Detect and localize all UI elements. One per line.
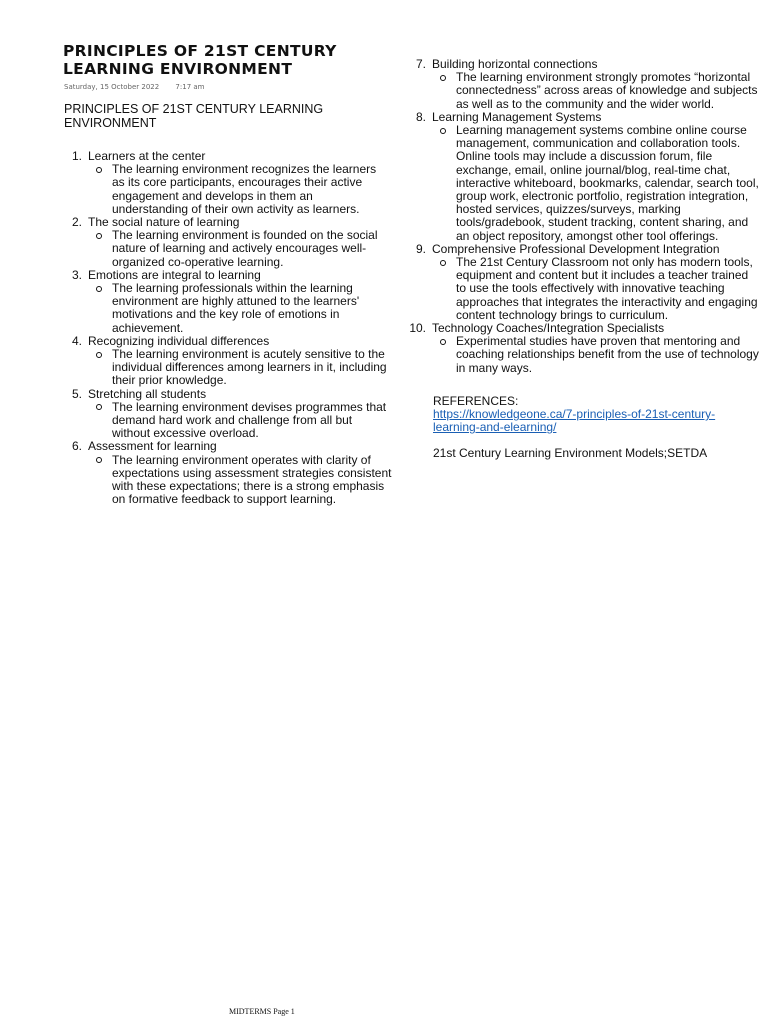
principle-detail-text: The learning environment devises programmes that demand hard work and challenge from all but without excessive overload. [112,399,387,441]
references-label: REFERENCES: [433,393,519,408]
reference-link[interactable]: https://knowledgeone.ca/7-principles-of-21st-century-learning-and-elearning/ [433,407,716,435]
principle-title: Stretching all students [88,386,207,401]
principle-detail-list [88,229,392,269]
principle-detail-text: The 21st Century Classroom not only has modern tools, equipment and content but it includes a teacher trained to use the tools effectively with innovative teaching approaches that integrates the interactivity and engaging content technology brings to curriculum. [456,255,758,322]
principle-detail-text: The learning environment recognizes the learners as its core participants, encourages their active engagement and develops in them an understanding of their own activity as learners. [112,162,377,216]
principle-item [64,388,392,441]
hollow-bullet-icon [96,457,102,463]
hollow-bullet-icon [96,286,102,292]
principle-number: 1. [71,149,82,163]
principle-item [64,150,392,216]
principles-list-part-1 [64,150,392,506]
principle-number: 3. [71,267,82,282]
hollow-bullet-icon [96,233,102,239]
references-section [408,395,760,461]
principle-item [64,440,392,506]
principle-item [64,216,392,269]
principle-detail-text: Experimental studies have proven that mentoring and coaching relationships benefit from the use of technology in many ways. [456,334,759,375]
principle-detail [456,71,760,111]
principle-item [408,111,760,243]
page-title: PRINCIPLES OF 21ST CENTURY LEARNING ENVIRONMENT [63,42,337,78]
principle-title: Comprehensive Professional Development Integration [432,241,720,256]
document-heading: PRINCIPLES OF 21ST CENTURY LEARNING ENVIRONMENT [64,102,324,130]
principle-title: Building horizontal connections [432,57,598,71]
principle-number: 9. [415,241,426,256]
principle-number: 10. [409,321,426,336]
principle-number: 7. [415,57,426,71]
principle-detail-list [88,454,392,507]
time-text: 7:17 am [175,83,205,91]
principle-title: The social nature of learning [88,215,240,230]
principle-number: 2. [71,215,82,230]
principle-detail [112,229,392,269]
principle-detail-list [432,256,760,322]
principle-detail-text: The learning environment is founded on the social nature of learning and actively encourages well-organized co-operative learning. [112,228,378,269]
principle-detail-list [88,348,392,388]
principle-detail-list [432,335,760,375]
hollow-bullet-icon [440,260,446,266]
principle-detail [112,163,392,216]
principle-number: 8. [415,109,426,124]
principle-number: 4. [71,333,82,348]
principle-detail-text: The learning environment operates with clarity of expectations using assessment strategies consistent with these expectations; there is a strong emphasis on formative feedback to support learning. [112,452,392,507]
left-column [64,102,392,506]
principle-detail [112,348,392,388]
principles-list-part-2 [408,58,760,375]
principle-title: Recognizing individual differences [88,333,270,348]
principle-detail [112,454,392,507]
principle-title: Emotions are integral to learning [88,267,261,282]
principle-detail [456,124,760,243]
principle-detail-list [432,71,760,111]
principle-title: Learners at the center [88,149,206,163]
principle-detail-text: The learning environment strongly promotes “horizontal connectedness” across areas of knowledge and subjects as well as to the community and the wider world. [456,70,758,111]
hollow-bullet-icon [440,128,446,134]
principle-detail [456,335,760,375]
principle-detail-text: Learning management systems combine online course management, communication and collaboration tools. Online tools may include a discussion forum, file exchange, email, online journal/blog, real-time chat, interactive whiteboard, bookmarks, calendar, search tool, group work, electronic portfolio, registration integration, hosted services, quizzes/surveys, marking tools/gradebook, student tracking, content sharing, and an object repository, amongst other tool offerings. [456,123,759,243]
principle-detail [112,401,392,441]
principle-detail-text: The learning professionals within the learning environment are highly attuned to the learners' motivations and the key role of emotions in achievement. [112,281,360,335]
principle-title: Learning Management Systems [432,109,602,124]
date-time-stamp [64,83,204,91]
reference-text: 21st Century Learning Environment Models;SETDA [433,446,708,461]
principle-number: 5. [71,386,82,401]
hollow-bullet-icon [96,404,102,410]
principle-detail-list [88,401,392,441]
principle-detail [112,282,392,335]
principle-item [64,335,392,388]
hollow-bullet-icon [440,339,446,345]
principle-item [408,322,760,375]
page-footer: MIDTERMS Page 1 [229,1007,295,1016]
principle-detail-text: The learning environment is acutely sensitive to the individual differences among learners in it, including their prior knowledge. [112,347,387,388]
principle-detail-list [88,163,392,216]
date-text: Saturday, 15 October 2022 [64,83,160,91]
principle-item [408,243,760,322]
right-column [408,58,760,461]
hollow-bullet-icon [96,167,102,173]
hollow-bullet-icon [440,75,446,81]
principle-item [408,58,760,111]
principle-detail [456,256,760,322]
principle-number: 6. [71,439,82,454]
hollow-bullet-icon [96,352,102,358]
principle-title: Assessment for learning [88,439,217,454]
principle-item [64,269,392,335]
principle-detail-list [432,124,760,243]
principle-title: Technology Coaches/Integration Specialists [432,321,665,336]
principle-detail-list [88,282,392,335]
